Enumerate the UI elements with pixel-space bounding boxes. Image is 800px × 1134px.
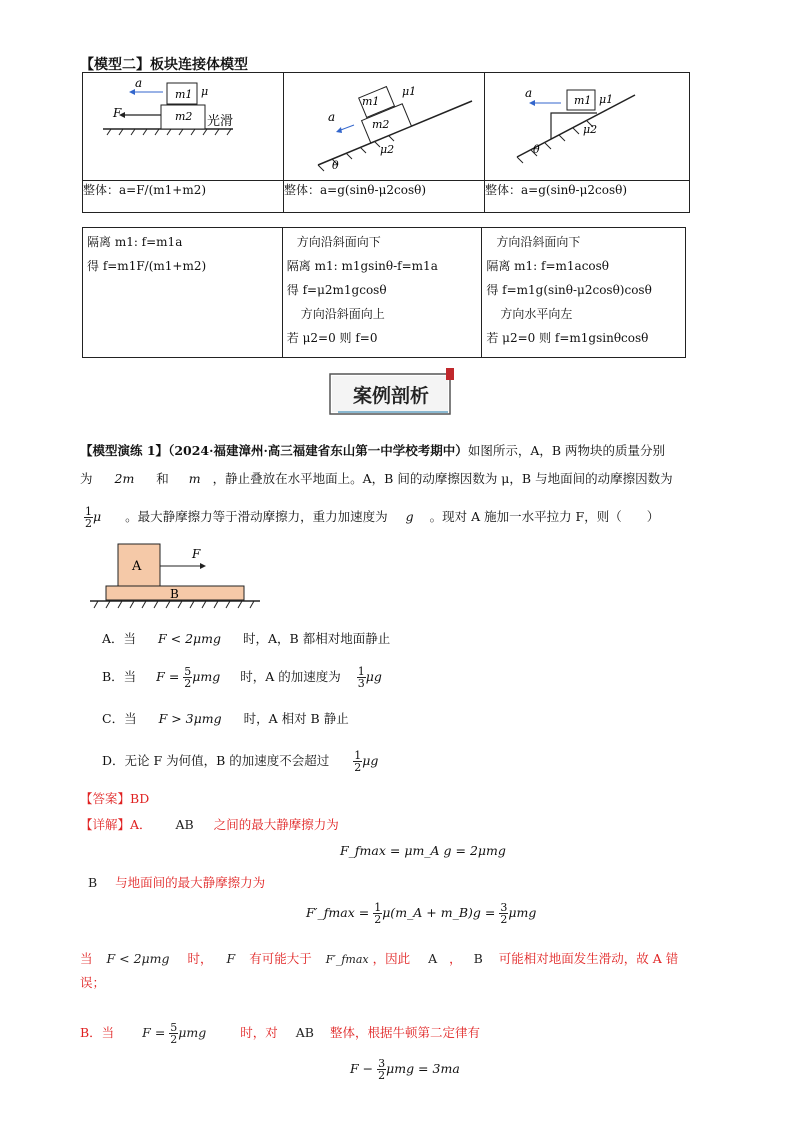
isolation-col-1	[83, 228, 283, 358]
case-analysis-banner	[328, 368, 456, 416]
m2-label: m2	[372, 118, 390, 131]
question-line-3	[84, 506, 659, 529]
mu-label: μ	[201, 85, 209, 98]
when-text: 当	[80, 951, 93, 966]
equation-3	[350, 1058, 460, 1081]
model-1-diagram-cell	[83, 73, 284, 181]
eq2-mid: μ(m_A + m_B)g =	[382, 905, 496, 920]
iso-3-line-1: 方向沿斜面向下	[496, 235, 581, 249]
mass-2m: 2m	[114, 471, 135, 486]
eq2-fraction-2: $\frac{3}{2}$	[500, 901, 508, 926]
q-text: 为	[80, 471, 93, 486]
b-symbol-2: B	[473, 951, 483, 966]
iso-2-line-5: 若 μ2=0 则 f=0	[286, 331, 378, 345]
mu-symbol: μ	[93, 509, 102, 524]
option-b[interactable]	[102, 666, 382, 689]
model-3-diagram	[485, 73, 689, 180]
question-figure	[86, 540, 266, 612]
equation-2	[306, 902, 536, 925]
force-f-label: F	[192, 547, 201, 561]
m1-label: m1	[175, 88, 193, 101]
answer-value: BD	[130, 791, 150, 806]
force-label: F	[113, 106, 122, 120]
ab-symbol-2: AB	[295, 1025, 314, 1040]
answer-fraction: $\frac{1}{3}$	[357, 665, 365, 690]
b-when-text: B．当	[80, 1025, 115, 1040]
q-text: 和	[156, 471, 169, 486]
half-fraction: $\frac{1}{2}$	[85, 505, 92, 530]
accel-label: a	[135, 76, 143, 90]
accel-label: a	[328, 110, 336, 124]
detail-line-a	[80, 816, 339, 834]
model-3-diagram-cell	[485, 73, 690, 181]
model-3-whole: 整体：a=g(sinθ-μ2cosθ)	[485, 181, 690, 213]
cond2-post: μmg	[178, 1025, 207, 1040]
option-d[interactable]	[102, 750, 378, 773]
detail-label: 【详解】	[80, 817, 131, 832]
option-a-label: A．当	[102, 631, 137, 646]
m2-label: m2	[175, 110, 193, 123]
equation-1	[340, 842, 506, 860]
smooth-label: 光滑	[207, 114, 234, 129]
cond-fraction: $\frac{5}{2}$	[184, 665, 192, 690]
slide-text: 可能相对地面发生滑动，故 A 错	[498, 951, 679, 966]
eq2-pre: F′_fmax =	[306, 905, 370, 920]
mu2-label: μ2	[380, 143, 395, 156]
when-text-2: 时，	[187, 951, 213, 966]
cond-post: μmg	[192, 669, 221, 684]
detail-line-wrong: 误；	[80, 975, 106, 990]
question-line-2	[80, 470, 673, 488]
model-2-whole: 整体：a=g(sinθ-μ2cosθ)	[284, 181, 485, 213]
option-d-label: D．无论 F 为何值，B 的加速度不会超过	[102, 753, 330, 768]
eq2-fraction: $\frac{1}{2}$	[374, 901, 382, 926]
detail-line-b	[88, 874, 265, 892]
m1-label: m1	[574, 94, 592, 107]
theta-label: θ	[332, 159, 339, 172]
detail-line-b2	[80, 1022, 480, 1045]
option-a-text: 时，A，B 都相对地面静止	[243, 631, 391, 646]
isolation-col-3	[482, 228, 686, 358]
eq3-pre: F −	[350, 1061, 374, 1076]
a-symbol: A	[428, 951, 438, 966]
q-text: 。最大静摩擦力等于滑动摩擦力，重力加速度为	[125, 509, 388, 524]
model-1-whole: 整体：a=F/(m1+m2)	[83, 181, 284, 213]
detail-a-prefix: A．	[130, 817, 152, 832]
cond-pre: F =	[156, 669, 180, 684]
iso-3-line-3: 得 f=m1g(sinθ-μ2cosθ)cosθ	[486, 283, 652, 297]
option-a[interactable]	[102, 630, 390, 648]
cond2-pre: F =	[142, 1025, 166, 1040]
answer-label: 【答案】	[80, 791, 131, 806]
option-c[interactable]	[102, 710, 349, 728]
iso-1-line-2: 得 f=m1F/(m1+m2)	[87, 259, 207, 273]
iso-3-line-2: 隔离 m1: f=m1acosθ	[486, 259, 610, 273]
model-1-diagram	[83, 73, 283, 180]
model-diagram-table	[82, 72, 690, 213]
accel-label: a	[525, 86, 533, 100]
section-title: 【模型二】板块连接体模型	[80, 57, 248, 73]
ffmax-symbol: F′_fmax	[325, 953, 369, 966]
cond2-fraction: $\frac{5}{2}$	[170, 1021, 178, 1046]
iso-2-line-4: 方向沿斜面向上	[300, 307, 385, 321]
eq1-text: F_fmax = μm_A g = 2μmg	[340, 843, 506, 858]
ans-post: μg	[362, 753, 379, 768]
detail-b-text: 与地面间的最大静摩擦力为	[115, 875, 266, 890]
iso-1-line-1: 隔离 m1: f=m1a	[87, 235, 183, 249]
banner-text: 案例剖析	[352, 385, 430, 407]
isolation-col-2	[282, 228, 482, 358]
option-c-text: 时，A 相对 B 静止	[243, 711, 349, 726]
block-a-label: A	[132, 559, 142, 574]
mu1-label: μ1	[402, 85, 417, 98]
ground-hatch	[107, 129, 231, 135]
cond1: F < 2μmg	[106, 951, 170, 966]
iso-2-line-3: 得 f=μ2m1gcosθ	[286, 283, 387, 297]
newton-text: 整体，根据牛顿第二定律有	[329, 1025, 480, 1040]
option-c-label: C．当	[102, 711, 137, 726]
for-text: 时，对	[240, 1025, 278, 1040]
theta-label: θ	[533, 143, 540, 156]
question-source: （2024·福建漳州·高三福建省东山第一中学校考期中）	[168, 443, 468, 458]
b-symbol: B	[88, 875, 98, 890]
f-symbol: F	[226, 951, 236, 966]
answer-line	[80, 790, 149, 808]
iso-3-line-4: 方向水平向左	[500, 307, 573, 321]
eq3-fraction: $\frac{3}{2}$	[378, 1057, 386, 1082]
mu2-label: μ2	[583, 123, 598, 136]
therefore-text: ，因此	[372, 951, 411, 966]
ans-post: μg	[365, 669, 382, 684]
detail-a-text: 之间的最大静摩擦力为	[213, 817, 339, 832]
maybe-text: 有可能大于	[249, 951, 312, 966]
iso-2-line-1: 方向沿斜面向下	[296, 235, 381, 249]
eq2-post: μmg	[508, 905, 537, 920]
model-2-diagram	[284, 73, 484, 180]
q-text: 。现对 A 施加一水平拉力 F，则（ ）	[429, 509, 660, 524]
block-b-label: B	[170, 587, 179, 601]
isolation-table	[82, 227, 686, 358]
q-text: ，静止叠放在水平地面上。A，B 间的动摩擦因数为 μ，B 与地面间的动摩擦因数为	[212, 471, 673, 486]
iso-3-line-5: 若 μ2=0 则 f=m1gsinθcosθ	[486, 331, 649, 345]
mu1-label: μ1	[599, 93, 614, 106]
eq3-post: μmg = 3ma	[386, 1061, 460, 1076]
question-tag: 【模型演练 1】	[80, 443, 169, 458]
option-c-condition: F > 3μmg	[158, 711, 222, 726]
ab-symbol: AB	[175, 817, 194, 832]
option-b-text: 时，A 的加速度为	[240, 669, 341, 684]
detail-line-when	[80, 950, 678, 969]
g-symbol: g	[405, 509, 414, 524]
question-text-1: 如图所示，A，B 两物块的质量分别	[467, 443, 665, 458]
option-b-label: B．当	[102, 669, 137, 684]
option-a-condition: F < 2μmg	[158, 631, 222, 646]
iso-2-line-2: 隔离 m1: m1gsinθ-f=m1a	[286, 259, 438, 273]
question-line-1	[80, 442, 665, 460]
comma: ，	[449, 951, 462, 966]
model-2-diagram-cell	[284, 73, 485, 181]
mass-m: m	[188, 471, 201, 486]
m1-label: m1	[362, 95, 380, 108]
answer-fraction: $\frac{1}{2}$	[354, 749, 362, 774]
